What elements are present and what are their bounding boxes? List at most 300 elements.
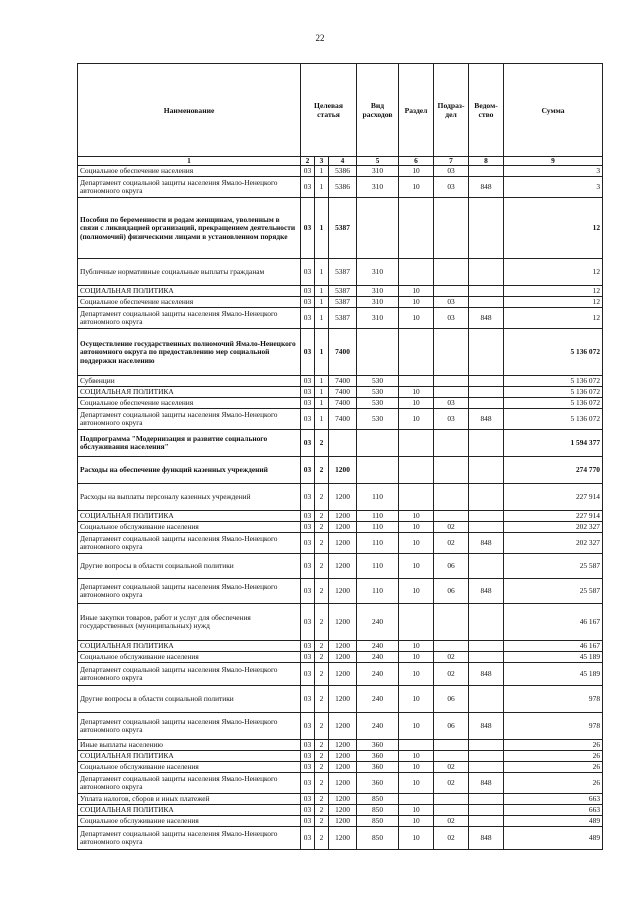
cell-section [399,740,434,751]
cell-program: 03 [301,533,315,554]
cell-expense-type: 360 [357,740,399,751]
cell-subprogram: 1 [315,308,329,329]
cell-name: Уплата налогов, сборов и иных платежей [78,794,301,805]
table-row [78,198,603,259]
table-row [78,652,603,663]
cell-subprogram: 1 [315,286,329,297]
cell-name: Расходы на обеспечение функций казенных учреждений [78,457,301,484]
cell-section: 10 [399,579,434,604]
cell-item: 1200 [329,533,357,554]
cell-name: Департамент социальной защиты населения Ямало-Ненецкого автономного округа [78,773,301,794]
column-index: 4 [329,157,357,166]
cell-section: 10 [399,713,434,740]
cell-department [469,740,504,751]
cell-section: 10 [399,816,434,827]
cell-department: 848 [469,713,504,740]
cell-program: 03 [301,511,315,522]
cell-expense-type: 310 [357,297,399,308]
cell-name: Социальное обеспечение населения [78,297,301,308]
cell-item: 5387 [329,259,357,286]
cell-expense-type [357,329,399,376]
table-row [78,398,603,409]
cell-name: Департамент социальной защиты населения Ямало-Ненецкого автономного округа [78,533,301,554]
cell-name: Субвенции [78,376,301,387]
cell-item: 1200 [329,511,357,522]
cell-item: 7400 [329,376,357,387]
cell-name: Департамент социальной защиты населения Ямало-Ненецкого автономного округа [78,409,301,430]
cell-subsection [434,740,469,751]
cell-section: 10 [399,308,434,329]
table-row [78,805,603,816]
cell-item: 1200 [329,522,357,533]
table-row [78,827,603,850]
cell-department [469,641,504,652]
cell-program: 03 [301,522,315,533]
cell-program: 03 [301,297,315,308]
cell-name: Социальное обслуживание населения [78,522,301,533]
cell-expense-type: 110 [357,484,399,511]
table-row [78,686,603,713]
header-target: Целевая статья [301,64,357,157]
cell-expense-type: 360 [357,751,399,762]
column-index: 5 [357,157,399,166]
cell-expense-type: 240 [357,686,399,713]
cell-subprogram: 2 [315,713,329,740]
cell-program: 03 [301,286,315,297]
cell-section: 10 [399,511,434,522]
table-row [78,166,603,177]
cell-item: 1200 [329,641,357,652]
cell-item: 1200 [329,652,357,663]
table-row [78,554,603,579]
cell-department [469,652,504,663]
cell-sum: 12 [504,286,603,297]
cell-subprogram: 2 [315,663,329,686]
cell-department [469,198,504,259]
cell-name: Департамент социальной защиты населения Ямало-Ненецкого автономного округа [78,308,301,329]
cell-name: Социальное обслуживание населения [78,816,301,827]
cell-expense-type: 240 [357,713,399,740]
cell-expense-type: 310 [357,166,399,177]
cell-item: 1200 [329,554,357,579]
cell-department [469,387,504,398]
cell-item: 1200 [329,794,357,805]
cell-department [469,604,504,641]
cell-subprogram: 2 [315,773,329,794]
cell-program: 03 [301,762,315,773]
cell-subsection [434,376,469,387]
cell-sum: 12 [504,259,603,286]
cell-expense-type: 240 [357,652,399,663]
cell-program: 03 [301,329,315,376]
cell-subsection [434,387,469,398]
cell-item: 1200 [329,805,357,816]
cell-subsection: 06 [434,686,469,713]
cell-section: 10 [399,177,434,198]
cell-sum: 202 327 [504,522,603,533]
table-row [78,713,603,740]
cell-expense-type: 530 [357,376,399,387]
cell-section [399,198,434,259]
cell-name: Социальное обеспечение населения [78,166,301,177]
cell-department [469,751,504,762]
header-sum: Сумма [504,64,603,157]
cell-subprogram: 1 [315,177,329,198]
cell-program: 03 [301,398,315,409]
cell-item: 1200 [329,579,357,604]
column-index-row [78,157,603,166]
cell-subsection [434,805,469,816]
cell-subsection: 03 [434,308,469,329]
cell-subprogram: 2 [315,805,329,816]
cell-expense-type [357,457,399,484]
cell-subprogram: 2 [315,794,329,805]
cell-item: 1200 [329,751,357,762]
cell-name: Департамент социальной защиты населения Ямало-Ненецкого автономного округа [78,579,301,604]
cell-section [399,604,434,641]
cell-section [399,259,434,286]
cell-subprogram: 2 [315,686,329,713]
cell-department [469,329,504,376]
cell-department [469,457,504,484]
table-row [78,522,603,533]
cell-sum: 274 770 [504,457,603,484]
cell-sum: 227 914 [504,484,603,511]
cell-expense-type: 360 [357,773,399,794]
cell-department: 848 [469,773,504,794]
cell-sum: 25 587 [504,554,603,579]
cell-name: СОЦИАЛЬНАЯ ПОЛИТИКА [78,751,301,762]
cell-department [469,166,504,177]
cell-department [469,297,504,308]
table-header [78,64,603,166]
cell-expense-type: 240 [357,663,399,686]
cell-sum: 12 [504,198,603,259]
table-row [78,511,603,522]
column-index: 7 [434,157,469,166]
cell-expense-type: 850 [357,827,399,850]
table-row [78,663,603,686]
cell-name: Департамент социальной защиты населения Ямало-Ненецкого автономного округа [78,177,301,198]
cell-section: 10 [399,773,434,794]
cell-name: Подпрограмма "Модернизация и развитие социального обслуживания населения" [78,430,301,457]
cell-subsection: 02 [434,663,469,686]
cell-expense-type: 310 [357,259,399,286]
cell-program: 03 [301,773,315,794]
page-number: 22 [315,33,325,43]
cell-subsection: 02 [434,827,469,850]
cell-expense-type [357,198,399,259]
column-index: 6 [399,157,434,166]
cell-department [469,805,504,816]
cell-section: 10 [399,805,434,816]
cell-section: 10 [399,398,434,409]
cell-program: 03 [301,430,315,457]
cell-name: Другие вопросы в области социальной политики [78,686,301,713]
table-row [78,794,603,805]
cell-item: 5387 [329,297,357,308]
table-row [78,308,603,329]
cell-sum: 26 [504,762,603,773]
table-row [78,430,603,457]
cell-subprogram: 2 [315,751,329,762]
cell-department [469,762,504,773]
cell-department [469,794,504,805]
cell-section [399,430,434,457]
cell-subsection: 03 [434,409,469,430]
cell-item: 1200 [329,604,357,641]
cell-section: 10 [399,522,434,533]
cell-section [399,794,434,805]
cell-sum: 5 136 072 [504,376,603,387]
cell-subsection: 02 [434,533,469,554]
cell-section [399,376,434,387]
cell-item: 1200 [329,484,357,511]
cell-subsection: 03 [434,297,469,308]
cell-name: Департамент социальной защиты населения Ямало-Ненецкого автономного округа [78,827,301,850]
cell-subprogram: 1 [315,376,329,387]
cell-subprogram: 2 [315,484,329,511]
cell-subsection [434,286,469,297]
cell-department [469,398,504,409]
cell-program: 03 [301,579,315,604]
cell-item: 1200 [329,663,357,686]
cell-subprogram: 1 [315,259,329,286]
cell-expense-type: 110 [357,554,399,579]
column-index: 1 [78,157,301,166]
cell-section: 10 [399,641,434,652]
cell-sum: 25 587 [504,579,603,604]
cell-section: 10 [399,652,434,663]
cell-sum: 3 [504,177,603,198]
cell-department [469,686,504,713]
cell-department [469,522,504,533]
cell-section [399,484,434,511]
table-row [78,387,603,398]
cell-subsection [434,604,469,641]
cell-sum: 12 [504,297,603,308]
cell-expense-type: 240 [357,641,399,652]
table-row [78,484,603,511]
table-row [78,762,603,773]
cell-sum: 663 [504,794,603,805]
cell-section: 10 [399,827,434,850]
cell-sum: 5 136 072 [504,398,603,409]
table-row [78,579,603,604]
cell-program: 03 [301,457,315,484]
cell-subprogram: 2 [315,554,329,579]
table-row [78,409,603,430]
cell-item: 7400 [329,387,357,398]
cell-subsection [434,511,469,522]
cell-sum: 3 [504,166,603,177]
cell-section: 10 [399,762,434,773]
cell-item: 7400 [329,409,357,430]
cell-subprogram: 1 [315,166,329,177]
cell-subprogram: 2 [315,762,329,773]
cell-program: 03 [301,177,315,198]
cell-subsection [434,641,469,652]
cell-subprogram: 2 [315,604,329,641]
cell-department: 848 [469,308,504,329]
cell-subprogram: 1 [315,198,329,259]
cell-name: Публичные нормативные социальные выплаты гражданам [78,259,301,286]
header-expense: Вид расходов [357,64,399,157]
cell-section: 10 [399,286,434,297]
cell-program: 03 [301,641,315,652]
cell-subsection [434,329,469,376]
cell-subprogram: 2 [315,652,329,663]
cell-department [469,259,504,286]
cell-subsection [434,198,469,259]
table-body [78,166,603,850]
cell-department: 848 [469,533,504,554]
cell-expense-type: 310 [357,308,399,329]
cell-subprogram: 2 [315,533,329,554]
cell-name: СОЦИАЛЬНАЯ ПОЛИТИКА [78,511,301,522]
cell-item: 1200 [329,713,357,740]
header-subsection: Подраз-дел [434,64,469,157]
cell-name: Пособия по беременности и родам женщинам, уволенным в связи с ликвидацией организаций, прекращением деятельности (полномочий) физическими лицами в установленном порядке [78,198,301,259]
cell-section: 10 [399,297,434,308]
cell-expense-type: 110 [357,533,399,554]
cell-sum: 5 136 072 [504,387,603,398]
table-row [78,751,603,762]
cell-name: Расходы на выплаты персоналу казенных учреждений [78,484,301,511]
cell-name: Департамент социальной защиты населения Ямало-Ненецкого автономного округа [78,713,301,740]
cell-item: 7400 [329,398,357,409]
cell-subprogram: 2 [315,522,329,533]
cell-expense-type: 110 [357,579,399,604]
cell-subprogram: 2 [315,511,329,522]
cell-section: 10 [399,387,434,398]
cell-program: 03 [301,827,315,850]
cell-subsection [434,430,469,457]
cell-program: 03 [301,713,315,740]
table-row [78,297,603,308]
cell-name: Другие вопросы в области социальной политики [78,554,301,579]
cell-subsection: 06 [434,554,469,579]
cell-department: 848 [469,579,504,604]
cell-section: 10 [399,663,434,686]
cell-section: 10 [399,751,434,762]
cell-expense-type: 530 [357,409,399,430]
cell-subprogram: 2 [315,457,329,484]
cell-program: 03 [301,166,315,177]
cell-name: Осуществление государственных полномочий Ямало-Ненецкого автономного округа по предоставлению мер социальной поддержки населению [78,329,301,376]
cell-sum: 227 914 [504,511,603,522]
cell-program: 03 [301,554,315,579]
cell-sum: 978 [504,686,603,713]
cell-subprogram: 1 [315,297,329,308]
cell-expense-type: 530 [357,398,399,409]
table-row [78,533,603,554]
budget-table [77,63,603,850]
cell-section [399,457,434,484]
column-index: 2 [301,157,315,166]
cell-department: 848 [469,663,504,686]
cell-program: 03 [301,198,315,259]
table-row [78,329,603,376]
cell-expense-type [357,430,399,457]
header-department: Ведом-ство [469,64,504,157]
cell-subprogram: 2 [315,827,329,850]
cell-department [469,511,504,522]
cell-sum: 45 189 [504,652,603,663]
cell-department [469,816,504,827]
cell-name: Социальное обслуживание населения [78,652,301,663]
cell-subprogram: 2 [315,579,329,604]
cell-sum: 46 167 [504,641,603,652]
cell-subsection: 02 [434,773,469,794]
cell-program: 03 [301,740,315,751]
cell-item: 1200 [329,773,357,794]
header-name: Наименование [78,64,301,157]
cell-subsection: 02 [434,522,469,533]
cell-subprogram: 2 [315,816,329,827]
cell-expense-type: 360 [357,762,399,773]
cell-expense-type: 310 [357,177,399,198]
cell-section: 10 [399,409,434,430]
cell-subsection: 03 [434,166,469,177]
cell-department: 848 [469,409,504,430]
table-row [78,457,603,484]
cell-item [329,430,357,457]
cell-sum: 489 [504,816,603,827]
cell-item: 1200 [329,827,357,850]
cell-sum: 12 [504,308,603,329]
cell-department [469,376,504,387]
cell-item: 5386 [329,166,357,177]
cell-program: 03 [301,652,315,663]
table-row [78,259,603,286]
cell-section: 10 [399,554,434,579]
cell-name: СОЦИАЛЬНАЯ ПОЛИТИКА [78,286,301,297]
table-row [78,816,603,827]
cell-subsection: 06 [434,713,469,740]
cell-item: 7400 [329,329,357,376]
cell-name: Департамент социальной защиты населения Ямало-Ненецкого автономного округа [78,663,301,686]
cell-item: 5387 [329,198,357,259]
cell-expense-type: 240 [357,604,399,641]
cell-department [469,484,504,511]
cell-program: 03 [301,308,315,329]
cell-program: 03 [301,604,315,641]
cell-department: 848 [469,177,504,198]
cell-name: Социальное обеспечение населения [78,398,301,409]
cell-program: 03 [301,376,315,387]
cell-expense-type: 850 [357,794,399,805]
cell-section: 10 [399,533,434,554]
cell-section: 10 [399,686,434,713]
cell-subsection [434,794,469,805]
cell-section: 10 [399,166,434,177]
cell-program: 03 [301,816,315,827]
cell-sum: 978 [504,713,603,740]
cell-item: 5387 [329,308,357,329]
cell-name: Социальное обслуживание населения [78,762,301,773]
cell-subprogram: 1 [315,387,329,398]
cell-program: 03 [301,805,315,816]
cell-department [469,554,504,579]
cell-name: СОЦИАЛЬНАЯ ПОЛИТИКА [78,805,301,816]
cell-subsection: 02 [434,816,469,827]
cell-program: 03 [301,794,315,805]
column-index: 8 [469,157,504,166]
cell-item: 1200 [329,740,357,751]
cell-department: 848 [469,827,504,850]
cell-subsection: 03 [434,177,469,198]
